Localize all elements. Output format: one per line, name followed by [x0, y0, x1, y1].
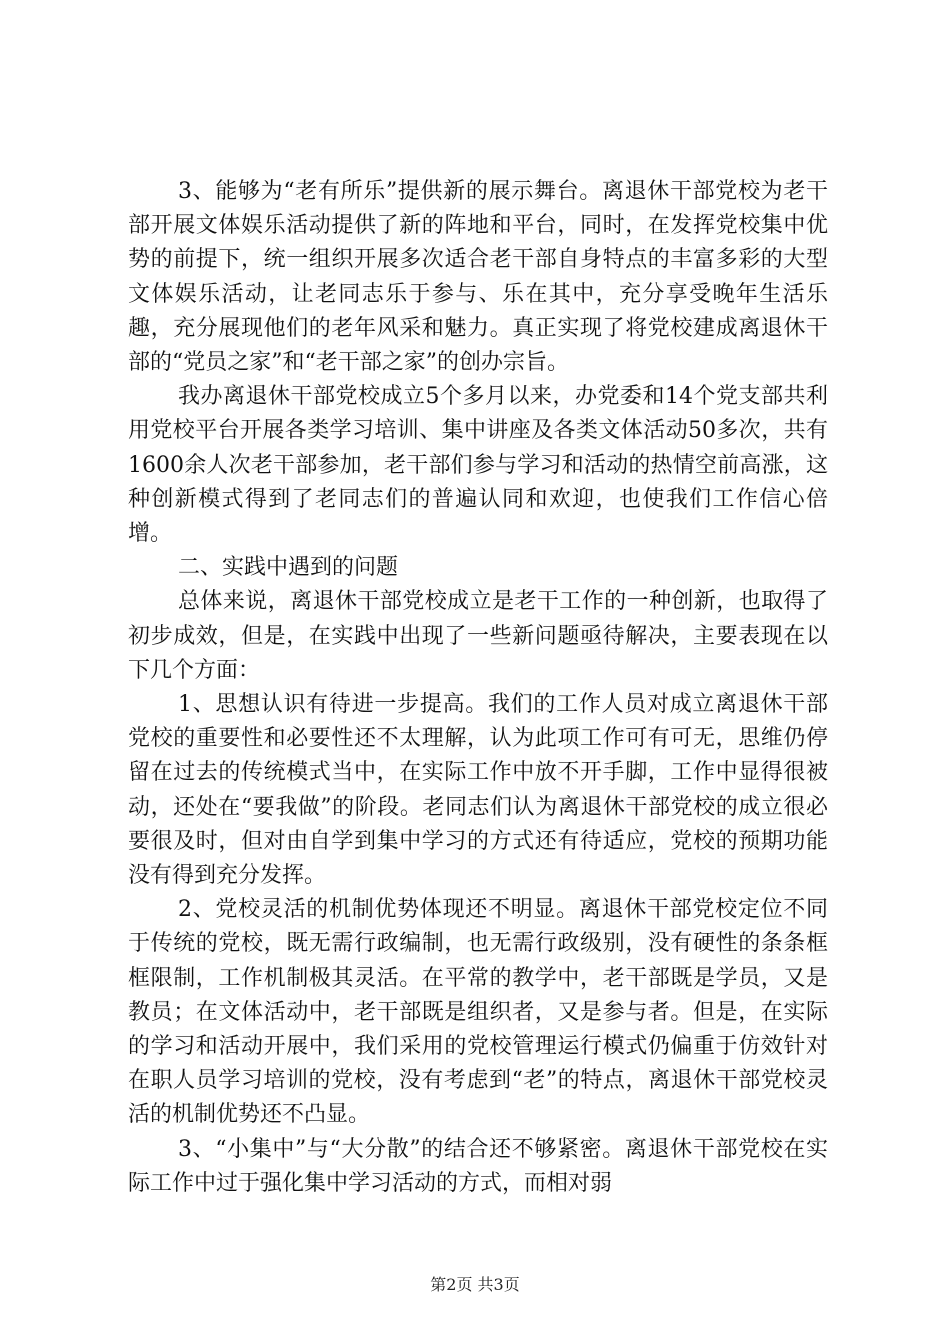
paragraph-5: 2、党校灵活的机制优势体现还不明显。离退休干部党校定位不同于传统的党校，既无需行政编制，也无需行政级别，没有硬性的条条框框限制，工作机制极其灵活。在平常的教学中，老干部既是学员，又是教员；在文体活动中，老干部既是组织者，又是参与者。但是，在实际的学习和活动开展中，我们采用的党校管理运行模式仍偏重于仿效针对在职人员学习培训的党校，没有考虑到“老”的特点，离退休干部党校灵活的机制优势还不凸显。: [128, 897, 828, 1128]
paragraph-1: 3、能够为“老有所乐”提供新的展示舞台。离退休干部党校为老干部开展文体娱乐活动提供了新的阵地和平台，同时，在发挥党校集中优势的前提下，统一组织开展多次适合老干部自身特点的丰富多彩的大型文体娱乐活动，让老同志乐于参与、乐在其中，充分享受晚年生活乐趣，充分展现他们的老年风采和魅力。真正实现了将党校建成离退休干部的“党员之家”和“老干部之家”的创办宗旨。: [128, 179, 828, 376]
paragraph-2: 我办离退休干部党校成立5个多月以来，办党委和14个党支部共利用党校平台开展各类学习培训、集中讲座及各类文体活动50多次，共有1600余人次老干部参加，老干部们参与学习和活动的热情空前高涨，这种创新模式得到了老同志们的普遍认同和欢迎，也使我们工作信心倍增。: [128, 384, 828, 547]
paragraph-3: 总体来说，离退休干部党校成立是老干工作的一种创新，也取得了初步成效，但是，在实践中出现了一些新问题亟待解决，主要表现在以下几个方面：: [128, 589, 828, 683]
section-heading: 二、实践中遇到的问题: [178, 555, 399, 581]
document-body: [128, 175, 828, 1201]
paragraph-6: 3、“小集中”与“大分散”的结合还不够紧密。离退休干部党校在实际工作中过于强化集中学习活动的方式，而相对弱: [128, 1136, 828, 1196]
page-footer: 第2页 共3页: [430, 1275, 520, 1294]
paragraph-4: 1、思想认识有待进一步提高。我们的工作人员对成立离退休干部党校的重要性和必要性还不太理解，认为此项工作可有可无，思维仍停留在过去的传统模式当中，在实际工作中放不开手脚，工作中显得很被动，还处在“要我做”的阶段。老同志们认为离退休干部党校的成立很必要很及时，但对由自学到集中学习的方式还有待适应，党校的预期功能没有得到充分发挥。: [128, 692, 828, 889]
